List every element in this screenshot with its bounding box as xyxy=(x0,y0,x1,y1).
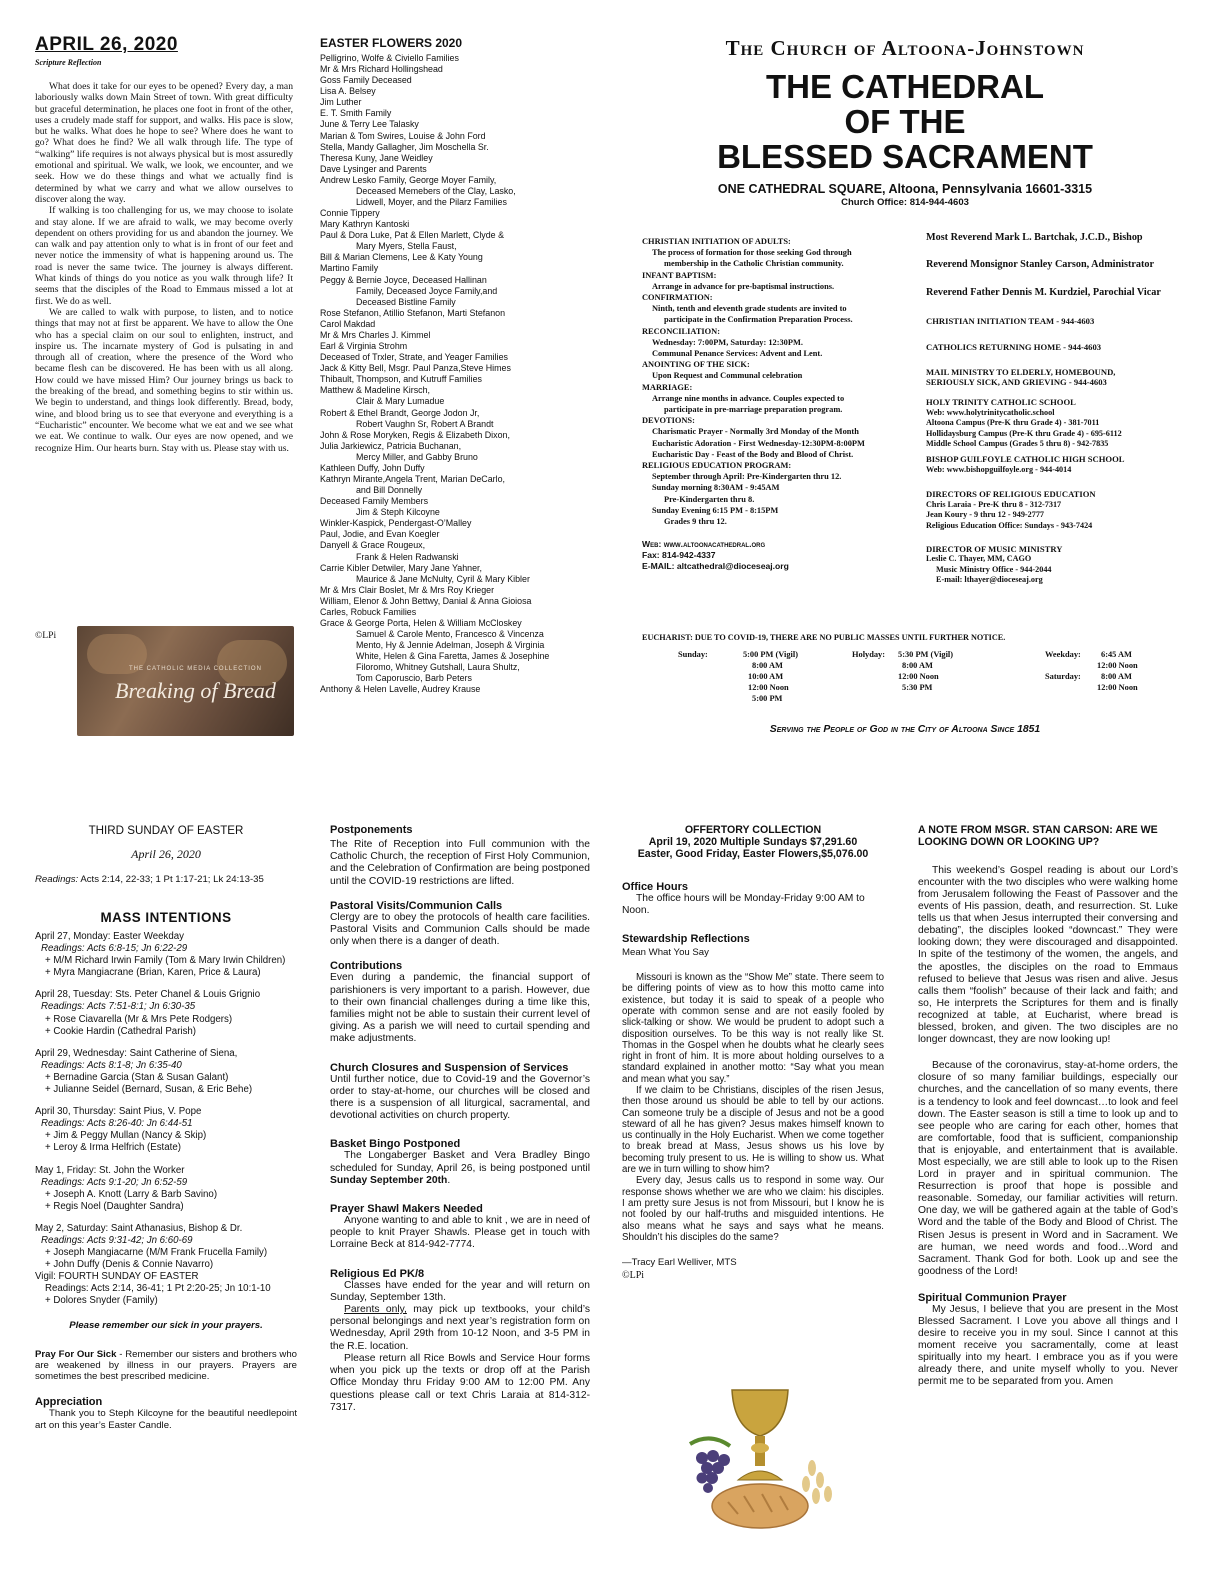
clergy-info xyxy=(926,232,1196,586)
sacrament-detail: The process of formation for those seeking God through xyxy=(652,248,852,258)
flower-dedication: Marian & Tom Swires, Louise & John Ford xyxy=(320,130,486,141)
intention-heading: April 30, Thursday: Saint Pius, V. Pope xyxy=(35,1106,202,1118)
fax-number: Fax: 814-942-4337 xyxy=(642,550,716,561)
flower-dedication: Pelligrino, Wolfe & Civiello Families xyxy=(320,53,459,63)
religious-title: Religious Ed PK/8 xyxy=(330,1267,425,1280)
intention-day xyxy=(35,1165,297,1213)
sick-text: - Remember our sisters and brothers who are weakened by illness in our prayers. Prayers are sometimes the best prescribed medicine. xyxy=(35,1348,298,1383)
flower-dedication: Lisa A. Belsey xyxy=(320,86,376,97)
sunday-label: Sunday: xyxy=(678,650,708,659)
flower-dedication: Paul & Dora Luke, Pat & Ellen Marlett, Clyde & xyxy=(320,230,504,241)
third-sunday-title: THIRD SUNDAY OF EASTER xyxy=(88,824,244,837)
mass-time: 5:00 PM (Vigil) xyxy=(742,650,798,659)
mass-time: 12:00 Noon xyxy=(1097,682,1138,692)
sacrament-detail: participate in the Confirmation Preparation Process. xyxy=(664,315,853,325)
intention-item: + Bernadine Garcia (Stan & Susan Galant) xyxy=(45,1071,229,1083)
stewardship-subtitle: Mean What You Say xyxy=(622,947,709,959)
catholics-returning: CATHOLICS RETURNING HOME - 944-4603 xyxy=(926,341,1102,352)
stewardship-title: Stewardship Reflections xyxy=(622,933,750,946)
flower-dedication: Tom Caporuscio, Barb Peters xyxy=(356,673,472,684)
intention-day xyxy=(35,989,297,1037)
sacrament-heading: MARRIAGE: xyxy=(642,382,693,392)
sacrament-heading: CHRISTIAN INITIATION OF ADULTS: xyxy=(642,237,791,246)
flower-dedication: Clair & Mary Lumadue xyxy=(356,396,445,407)
flower-dedication: Theresa Kuny, Jane Weidley xyxy=(320,152,433,163)
bingo-text: The Longaberger Basket and Vera Bradley Bingo scheduled for Sunday, April 26, is being postponed until Sunday September 20th. xyxy=(330,1150,590,1186)
appreciation-title: Appreciation xyxy=(35,1396,103,1409)
intention-item: Vigil: FOURTH SUNDAY OF EASTER xyxy=(35,1271,199,1283)
sacrament-heading: INFANT BAPTISM: xyxy=(642,270,717,280)
stewardship-credit: ©LPi xyxy=(622,1270,645,1282)
saturday-label: Saturday: xyxy=(1045,671,1081,681)
grapes xyxy=(696,1450,730,1493)
intention-item: + Julianne Seidel (Bernard, Susan, & Eric Behe) xyxy=(45,1084,253,1096)
high-school-web: Web: www.bishopguilfoyle.org - 944-4014 xyxy=(926,464,1072,474)
note-title: A NOTE FROM MSGR. STAN CARSON: ARE WE LOOKING DOWN OR LOOKING UP? xyxy=(918,824,1158,849)
flower-dedication: Stella, Mandy Gallagher, Jim Moschella Sr. xyxy=(320,141,489,152)
pastoral-title: Pastoral Visits/Communion Calls xyxy=(330,899,503,912)
grape-leaf xyxy=(690,1438,730,1446)
stewardship-paragraph: Missouri is known as the “Show Me” state. There seem to be differing points of view as to how this motto came into existence, but today it is said to speak of a people who operate with common sense and are not easily fooled by slick-talking or show. We would be prudent to adopt such a disposition ourselves. To be this way is not really like St. Thomas in the Gospel when he doubts what he clearly sees right in front of him. It is more about holding ourselves to a standard explained in another motto: “Say what you mean and mean what you say.” xyxy=(622,972,884,1085)
administrator: Reverend Monsignor Stanley Carson, Administrator xyxy=(926,259,1154,271)
flower-dedication: Robert Vaughn Sr, Robert A Brandt xyxy=(356,418,494,429)
sacrament-detail: Eucharistic Adoration - First Wednesday-12:30PM-8:00PM xyxy=(652,438,865,448)
flower-dedication: Kathryn Mirante,Angela Trent, Marian DeCarlo, xyxy=(320,473,505,484)
intention-item: + Joseph A. Knott (Larry & Barb Savino) xyxy=(45,1188,218,1200)
school-line: Middle School Campus (Grades 5 thru 8) - 942-7835 xyxy=(926,439,1109,449)
parochial-vicar: Reverend Father Dennis M. Kurdziel, Parochial Vicar xyxy=(926,286,1161,298)
reflection-subtitle: Scripture Reflection xyxy=(35,58,102,67)
bingo-title: Basket Bingo Postponed xyxy=(330,1138,461,1151)
sacrament-detail: Wednesday: 7:00PM, Saturday: 12:30PM. xyxy=(652,337,803,347)
flower-dedication: John & Rose Moryken, Regis & Elizabeth Dixon, xyxy=(320,429,510,440)
intention-item: + Cookie Hardin (Cathedral Parish) xyxy=(45,1025,197,1037)
sacrament-detail: September through April: Pre-Kindergarten thru 12. xyxy=(652,472,842,482)
offertory-line: Easter, Good Friday, Easter Flowers,$5,076.00 xyxy=(637,848,869,861)
religious-body: may pick up textbooks, your child’s personal belongings and next year’s registration form on Wednesday, April 29th from 10-12 Noon, and 3-5 PM in the R.E. location. xyxy=(330,1304,590,1352)
flower-dedication: Mr & Mrs Clair Boslet, Mr & Mrs Roy Krieger xyxy=(320,584,495,595)
flower-dedication: Anthony & Helen Lavelle, Audrey Krause xyxy=(320,684,481,695)
chalice-knob xyxy=(751,1443,769,1453)
intention-item: + Dolores Snyder (Family) xyxy=(45,1295,158,1307)
pastoral-text: Clergy are to obey the protocols of health care facilities. Pastoral Visits and Communion Calls should be made only when there is a danger of death. xyxy=(330,911,590,948)
weekday-label: Weekday: xyxy=(1045,650,1081,659)
sacrament-detail: Arrange in advance for pre-baptismal instructions. xyxy=(652,281,835,291)
flower-dedication: Dave Lysinger and Parents xyxy=(320,163,427,174)
sacraments-info xyxy=(642,236,924,572)
contrib-title: Contributions xyxy=(330,960,403,973)
stewardship-author: —Tracy Earl Welliver, MTS xyxy=(622,1257,737,1269)
mass-time: 5:30 PM (Vigil) xyxy=(898,650,954,659)
sacrament-detail: Sunday Evening 6:15 PM - 8:15PM xyxy=(652,505,779,515)
flower-dedication: Deceased Memebers of the Clay, Lasko, xyxy=(356,185,516,196)
flower-dedication: Mr & Mrs Charles J. Kimmel xyxy=(320,329,431,340)
cathedral-line: BLESSED SACRAMENT xyxy=(717,138,1093,175)
reflection-paragraph: We are called to walk with purpose, to listen, and to notice things that may not at first be apparent. We have to allow the One who has a special claim on our soul to enlighten, instruct, and inspire us. The incarnate mystery of God is pulsating in and through all of creation, where the presence of the Word who became flesh can be discovered. He has been with us all along. How could we have missed Him? Our journey brings us back to the breaking of the bread, and something begins to stir within us. We begin to understand, and things look differently. Bread, body, wine, and blood bring us to see that everyone and everything is a “Eucharistic” encounter. We become what we eat and we see what we eat. We continue to walk. Our eyes are now opened, and we recognize Him. Our hearts burn. Stay with us. Please stay with us. xyxy=(35,306,293,454)
intention-day xyxy=(35,1106,297,1154)
sacrament-detail: Eucharistic Day - Feast of the Body and Blood of Christ. xyxy=(652,449,854,459)
remember-sick: Please remember our sick in your prayers. xyxy=(69,1319,263,1331)
sacrament-detail: Upon Request and Communal celebration xyxy=(652,371,803,381)
music-line: Leslie C. Thayer, MM, CAGO xyxy=(926,554,1032,564)
shawl-text: Anyone wanting to and able to knit , we are in need of people to knit Prayer Shawls. Please get in touch with Lorraine Beck at 814-942-7774. xyxy=(330,1215,590,1251)
office-hours-title: Office Hours xyxy=(622,880,689,893)
flowers-list xyxy=(320,53,582,696)
flower-dedication: White, Helen & Gina Faretta, James & Josephine xyxy=(356,651,550,662)
sacrament-detail: Arrange nine months in advance. Couples expected to xyxy=(652,393,845,403)
chalice-cup xyxy=(732,1390,788,1436)
office-hours-text: The office hours will be Monday-Friday 9:00 AM to Noon. xyxy=(622,892,865,916)
postponements-title: Postponements xyxy=(330,824,413,836)
sacrament-heading: RECONCILIATION: xyxy=(642,326,721,336)
intention-item: + Jim & Peggy Mullan (Nancy & Skip) xyxy=(45,1130,207,1142)
flower-dedication: Jim & Steph Kilcoyne xyxy=(356,507,440,518)
third-sunday-column xyxy=(35,824,297,1431)
sacrament-detail: participate in pre-marriage preparation program. xyxy=(664,405,843,415)
flower-dedication: Rose Stefanon, Atillio Stefanon, Marti Stefanon xyxy=(320,307,506,318)
eucharist-notice: EUCHARIST: DUE TO COVID-19, THERE ARE NO PUBLIC MASSES UNTIL FURTHER NOTICE. xyxy=(642,633,1006,642)
intention-readings: Readings: Acts 8:1-8; Jn 6:35-40 xyxy=(41,1059,182,1071)
sacrament-heading: ANOINTING OF THE SICK: xyxy=(642,360,750,370)
intention-heading: April 29, Wednesday: Saint Catherine of Siena, xyxy=(35,1047,238,1059)
readings-label: Readings: xyxy=(35,874,79,885)
school-line: Altoona Campus (Pre-K thru Grade 4) - 381-7011 xyxy=(926,418,1100,428)
religious-text: Please return all Rice Bowls and Service Hour forms when you pick up the texts or drop off at the Parish Office Monday thru Friday 9:00 AM to 12:00 PM. Any questions please call or text Chris Laraia at 814-312-7317. xyxy=(330,1352,590,1413)
flower-dedication: Deceased Family Members xyxy=(320,496,429,507)
flower-dedication: Carles, Robuck Families xyxy=(320,606,417,617)
flower-dedication: Mercy Miller, and Gabby Bruno xyxy=(356,451,478,462)
prayer-text: My Jesus, I believe that you are present in the Most Blessed Sacrament. I Love you above all things and I desire to receive you in my soul. Since I cannot at this moment receive you sacramentally, come at least spiritually into my heart. I embrace you as if you were already there, and unite myself wholly to you. Never permit me to be separated from you. Amen xyxy=(918,1303,1178,1388)
flower-dedication: Andrew Lesko Family, George Moyer Family, xyxy=(320,174,497,185)
reflection-date: APRIL 26, 2020 xyxy=(35,34,178,55)
religious-text xyxy=(330,1304,590,1353)
offertory-line: April 19, 2020 Multiple Sundays $7,291.60 xyxy=(648,836,858,849)
intention-item: + M/M Richard Irwin Family (Tom & Mary Irwin Children) xyxy=(45,955,286,967)
mass-time: 8:00 AM xyxy=(752,660,783,670)
bingo-date: Sunday September 20th xyxy=(330,1174,448,1186)
sacrament-detail: Communal Penance Services: Advent and Lent. xyxy=(652,349,823,359)
flower-dedication: Goss Family Deceased xyxy=(320,75,412,86)
flower-dedication: Mary Myers, Stella Faust, xyxy=(356,241,457,252)
music-line: E-mail: lthayer@dioceseaj.org xyxy=(936,575,1043,585)
intention-item: Readings: Acts 2:14, 36-41; 1 Pt 2:20-25; Jn 10:1-10 xyxy=(45,1283,271,1295)
flower-dedication: Mr & Mrs Richard Hollingshead xyxy=(320,64,443,75)
chalice-base xyxy=(738,1471,782,1480)
sacrament-detail: Ninth, tenth and eleventh grade students are invited to xyxy=(652,304,847,314)
sacraments-list xyxy=(642,236,924,527)
intention-readings: Readings: Acts 9:1-20; Jn 6:52-59 xyxy=(41,1176,188,1188)
readings-text: Acts 2:14, 22-33; 1 Pt 1:17-21; Lk 24:13-35 xyxy=(80,874,264,885)
sacrament-heading: RELIGIOUS EDUCATION PROGRAM: xyxy=(642,461,792,471)
flower-dedication: Carol Makdad xyxy=(320,318,376,329)
breaking-of-bread-image xyxy=(77,626,294,736)
flower-dedication: Kathleen Duffy, John Duffy xyxy=(320,462,425,473)
tagline: Serving the People of God in the City of Altoona Since 1851 xyxy=(769,724,1041,735)
intention-heading: May 2, Saturday: Saint Athanasius, Bishop & Dr. xyxy=(35,1222,243,1234)
sacrament-detail: membership in the Catholic Christian community. xyxy=(664,259,844,269)
school-line: Hollidaysburg Campus (Pre-K thru Grade 4) - 695-6112 xyxy=(926,428,1122,438)
sacrament-detail: Pre-Kindergarten thru 8. xyxy=(664,494,755,504)
flowers-title: EASTER FLOWERS 2020 xyxy=(320,36,463,50)
flower-dedication: Family, Deceased Joyce Family,and xyxy=(356,285,498,296)
contrib-text: Even during a pandemic, the financial support of parishioners is very important to a parish. However, due to their own financial challenges during a time like this, families might not be able to sustain their current level of giving. As a parish we will need to curtail spending and make adjustments. xyxy=(330,972,590,1045)
reflection-paragraph: What does it take for our eyes to be opened? Every day, a man laboriously walks down Main Street of town. With great difficulty but graceful determination, he places one foot in front of the other, uses a crudely made staff for support, and walks. His pace is slow, but he walks. What does he hope to see? Where does he want to go? What does he find? We all walk through life. The type of “walking” life requires is not always physical but is most assuredly emotional and spiritual. We walk, we look, we encounter, and we seek. How we do these things and what we actually find is determined by what we carry and what we allow ourselves to discover along the way. xyxy=(35,81,293,205)
intention-item: + Leroy & Irma Helfrich (Estate) xyxy=(45,1142,181,1154)
flower-dedication: Jim Luther xyxy=(320,97,362,108)
intention-heading: April 28, Tuesday: Sts. Peter Chanel & Louis Grignio xyxy=(35,989,261,1001)
intention-heading: April 27, Monday: Easter Weekday xyxy=(35,931,184,942)
third-sunday-date: April 26, 2020 xyxy=(131,847,201,861)
dre-line: Jean Koury - 9 thru 12 - 949-2777 xyxy=(926,510,1045,520)
closures-text: Until further notice, due to Covid-19 and the Governor’s order to stay-at-home, our churches will be closed and there is a suspension of all liturgical, sacramental, and devotional activities on church property. xyxy=(330,1073,590,1122)
mass-time: 12:00 Noon xyxy=(748,682,789,692)
mass-time: 12:00 Noon xyxy=(1097,660,1138,670)
intention-item: + Joseph Mangiacarne (M/M Frank Frucella Family) xyxy=(45,1247,268,1259)
flower-dedication: Deceased Bistline Family xyxy=(356,296,456,307)
intention-readings: Readings: Acts 7:51-8:1; Jn 6:30-35 xyxy=(41,1001,196,1013)
prayer-title: Spiritual Communion Prayer xyxy=(918,1291,1067,1304)
mass-time: 8:00 AM xyxy=(1101,671,1132,681)
intention-readings: Readings: Acts 6:8-15; Jn 6:22-29 xyxy=(41,943,188,955)
sick-label: Pray For Our Sick xyxy=(35,1348,117,1360)
school-title: HOLY TRINITY CATHOLIC SCHOOL xyxy=(926,397,1076,408)
offertory-title: OFFERTORY COLLECTION xyxy=(684,824,822,836)
sacrament-detail: Sunday morning 8:30AM - 9:45AM xyxy=(652,483,780,493)
flower-dedication: Maurice & Jane McNulty, Cyril & Mary Kibler xyxy=(356,573,530,584)
church-office-phone: Church Office: 814-944-4603 xyxy=(841,197,969,208)
intention-day xyxy=(35,1048,297,1096)
music-line: Music Ministry Office - 944-2044 xyxy=(936,564,1052,574)
religious-text: Classes have ended for the year and will return on Sunday, September 13th. xyxy=(330,1279,590,1303)
flower-dedication: Lidwell, Moyer, and the Pilarz Families xyxy=(356,197,507,208)
note-column xyxy=(918,824,1178,1389)
announcements-column xyxy=(330,824,590,1414)
note-paragraph: This weekend’s Gospel reading is about our Lord’s encounter with the two disciples who were walking home from Jerusalem following the Feast of Passover and the events of His passion, death, and resurrection. St. Luke tells us that when Jesus interrupted their conversing and debating”, the disciples looked “downcast.” They were looking down; they were discouraged and disappointed. In spite of the testimony of the women, the angels, and the apostles, the disciples on the road to Emmaus refused to believe that Jesus was risen and alive. Jesus calls them “foolish” because of their lack and faith; and so, He interprets the Scriptures for them and is finally recognized at table, at Eucharist, where bread is blessed, broken, and given. The two disciples are no longer downcast, they are now looking up! xyxy=(918,864,1178,1046)
image-title: Breaking of Bread xyxy=(115,678,276,703)
flower-dedication: Matthew & Madeline Kirsch, xyxy=(320,385,430,396)
intention-item: + John Duffy (Denis & Connie Navarro) xyxy=(45,1259,214,1271)
school-line: Web: www.holytrinitycatholic.school xyxy=(926,407,1055,417)
flower-dedication: Peggy & Bernie Joyce, Deceased Hallinan xyxy=(320,274,487,285)
dre-line: Religious Education Office: Sundays - 943-7424 xyxy=(926,520,1093,530)
intention-day xyxy=(35,931,297,979)
closures-title: Church Closures and Suspension of Services xyxy=(330,1061,569,1074)
stewardship-paragraph: Every day, Jesus calls us to respond in some way. Our response shows whether we are who we claim: his disciples. I am pretty sure Jesus is not from Missouri, but I know he is not fooled by our half-truths and misguided intentions. He also means what he says and says what he means. Shouldn’t his disciples do the same? xyxy=(622,1175,884,1243)
flower-dedication: Paul, Jodie, and Evan Koegler xyxy=(320,529,440,540)
flower-dedication: Jack & Kitty Bell, Msgr. Paul Panza,Steve Himes xyxy=(320,363,511,374)
bishop: Most Reverend Mark L. Bartchak, J.C.D., Bishop xyxy=(926,232,1143,243)
stewardship-paragraph: If we claim to be Christians, disciples of the risen Jesus, then those around us should be able to tell by our actions. Can someone truly be a disciple of Jesus and not be a good steward of all he has given? Jesus makes himself known to us continually in the Holy Eucharist. When we come together to break bread at Mass, Jesus shows us his love by becoming truly present to us. He is willing to show us. What are we in turn willing to show him? xyxy=(622,1084,884,1176)
reflection-paragraph: If walking is too challenging for us, we may choose to isolate and stay alone. If we are afraid to walk, we may become overly dependent on others providing for us and abandon the journey. We can walk and pay attention only to what is in front of our feet and never notice the immensity of what is happening around us. The road is never the same twice. The journey is always different. What kinds of things do you notice as you walk through life? It seems that the disciples of the Road to Emmaus missed a lot at first. We do as well. xyxy=(35,205,293,307)
music-title: DIRECTOR OF MUSIC MINISTRY xyxy=(926,543,1063,554)
holyday-label: Holyday: xyxy=(852,650,886,659)
scripture-reflection xyxy=(35,34,293,454)
offertory-column xyxy=(622,824,884,1281)
mass-time: 6:45 AM xyxy=(1101,650,1132,659)
flower-dedication: Connie Tippery xyxy=(320,208,380,219)
dre-title: DIRECTORS OF RELIGIOUS EDUCATION xyxy=(926,489,1096,500)
intention-readings: Readings: Acts 9:31-42; Jn 6:60-69 xyxy=(41,1234,193,1246)
flower-dedication: Samuel & Carole Mento, Francesco & Vincenza xyxy=(356,629,544,640)
intention-item: + Myra Mangiacrane (Brian, Karen, Price & Laura) xyxy=(45,967,261,979)
email-link[interactable]: E-MAIL: altcathedral@dioceseaj.org xyxy=(642,561,789,572)
cathedral-line: OF THE xyxy=(844,103,966,140)
mass-time: 10:00 AM xyxy=(748,671,784,681)
flower-dedication: Frank & Helen Radwanski xyxy=(356,551,459,562)
dre-line: Chris Laraia - Pre-K thru 8 - 312-7317 xyxy=(926,499,1062,509)
sacrament-heading: CONFIRMATION: xyxy=(642,293,713,303)
cathedral-line: THE CATHEDRAL xyxy=(765,68,1045,105)
flower-dedication: William, Elenor & John Bettwy, Danial & Anna Gioiosa xyxy=(320,595,532,606)
flower-dedication: Grace & George Porta, Helen & William McCloskey xyxy=(320,617,522,628)
mass-time: 8:00 AM xyxy=(902,660,933,670)
bingo-body: The Longaberger Basket and Vera Bradley Bingo scheduled for Sunday, April 26, is being postponed until xyxy=(330,1150,590,1174)
masthead xyxy=(620,36,1190,208)
flower-dedication: Danyell & Grace Rougeux, xyxy=(320,540,426,551)
mass-time: 12:00 Noon xyxy=(898,671,939,681)
intention-item: + Rose Ciavarella (Mr & Mrs Pete Rodgers) xyxy=(45,1013,233,1025)
flower-dedication: June & Terry Lee Talasky xyxy=(320,119,419,130)
mail-ministry: MAIL MINISTRY TO ELDERLY, HOMEBOUND, xyxy=(926,367,1116,378)
shawl-title: Prayer Shawl Makers Needed xyxy=(330,1203,483,1216)
sacrament-detail: Grades 9 thru 12. xyxy=(664,517,727,527)
sacrament-detail: Charismatic Prayer - Normally 3rd Monday of the Month xyxy=(652,427,859,437)
chalice-illustration xyxy=(680,1384,840,1534)
intention-item: + Regis Noel (Daughter Sandra) xyxy=(45,1200,184,1212)
intention-heading: May 1, Friday: St. John the Worker xyxy=(35,1164,185,1176)
sacrament-heading: DEVOTIONS: xyxy=(642,416,695,426)
postponements-text: The Rite of Reception into Full communion with the Catholic Church, the reception of First Holy Communion, and the Celebration of Confirmation are being postponed until the COVID-19 restrictions are lifted. xyxy=(330,839,590,887)
reflection-credit: ©LPi xyxy=(35,630,57,641)
mail-ministry: SERIOUSLY SICK, AND GRIEVING - 944-4603 xyxy=(926,377,1107,388)
flower-dedication: and Bill Donnelly xyxy=(356,485,423,496)
flower-dedication: Mary Kathryn Kantoski xyxy=(320,219,410,230)
initiation-team: CHRISTIAN INITIATION TEAM - 944-4603 xyxy=(926,316,1095,327)
intention-readings: Readings: Acts 8:26-40: Jn 6:44-51 xyxy=(41,1118,193,1130)
flower-dedication: Martino Family xyxy=(320,263,379,274)
appreciation-text: Thank you to Steph Kilcoyne for the beautiful needlepoint art on this year’s Easter Candle. xyxy=(35,1408,297,1431)
note-paragraph: Because of the coronavirus, stay-at-home orders, the closure of so many familiar buildings, especially our churches, and the cancellation of so many events, there is a tendency to look and feel downcast…to look and feel down. The Easter season is still a time to look up and to see people who are caring for each other, homes that are comfortable, food that is sufficient, companionship that is enjoyable, and entertainment that is available. Most especially, we are still able to look up to the Risen Lord in prayer and in spiritual communion. The Resurrection is proof that hope is possible and reasonable. Someday, our familiar activities will return. One day, we will be gathered again at the table of God’s Word and the table of the Body and Blood of Christ. The Risen Jesus is present in Word and in Sacrament. We are human, we need words and food…Word and Sacrament. Thank God for both. Look up and see the goodness of the Lord! xyxy=(918,1060,1178,1277)
bread-loaf xyxy=(712,1484,808,1528)
pray-for-sick xyxy=(35,1349,297,1383)
flower-dedication: Julia Jarkiewicz, Patricia Buchanan, xyxy=(320,440,462,451)
flower-dedication: Filoromo, Whitney Gutshall, Laura Shultz, xyxy=(356,662,520,673)
flower-dedication: E. T. Smith Family xyxy=(320,108,392,119)
image-small-text: THE CATHOLIC MEDIA COLLECTION xyxy=(129,666,262,672)
mass-time: 5:30 PM xyxy=(902,682,933,692)
sunday-schedule xyxy=(678,650,798,705)
wheat xyxy=(802,1460,832,1504)
easter-flowers xyxy=(320,36,582,696)
mass-time: 5:00 PM xyxy=(752,693,783,703)
flower-dedication: Mento, Hy & Jennie Adelman, Joseph & Virginia xyxy=(356,640,545,651)
weekday-schedule xyxy=(1045,650,1155,694)
church-name: The Church of Altoona-Johnstown xyxy=(725,36,1085,60)
holyday-schedule xyxy=(852,650,978,694)
flower-dedication: Thibault, Thompson, and Kutruff Families xyxy=(320,374,482,385)
parents-only: Parents only, xyxy=(344,1304,407,1316)
third-sunday-readings xyxy=(35,874,297,885)
mass-intentions-title: MASS INTENTIONS xyxy=(100,910,232,925)
address: ONE CATHEDRAL SQUARE, Altoona, Pennsylvania 16601-3315 xyxy=(717,182,1093,196)
flower-dedication: Carrie Kibler Detwiler, Mary Jane Yahner, xyxy=(320,562,482,573)
flower-dedication: Robert & Ethel Brandt, George Jodon Jr, xyxy=(320,407,480,418)
flower-dedication: Bill & Marian Clemens, Lee & Katy Young xyxy=(320,252,483,263)
intentions-list xyxy=(35,931,297,1308)
flower-dedication: Earl & Virginia Strohm xyxy=(320,341,408,352)
high-school-title: BISHOP GUILFOYLE CATHOLIC HIGH SCHOOL xyxy=(926,454,1125,464)
web-link[interactable]: Web: www.altoonacathedral.org xyxy=(642,539,766,550)
intention-day xyxy=(35,1223,297,1308)
flower-dedication: Winkler-Kaspick, Pendergast-O’Malley xyxy=(320,518,472,529)
flower-dedication: Deceased of Trxler, Strate, and Yeager Families xyxy=(320,352,508,363)
